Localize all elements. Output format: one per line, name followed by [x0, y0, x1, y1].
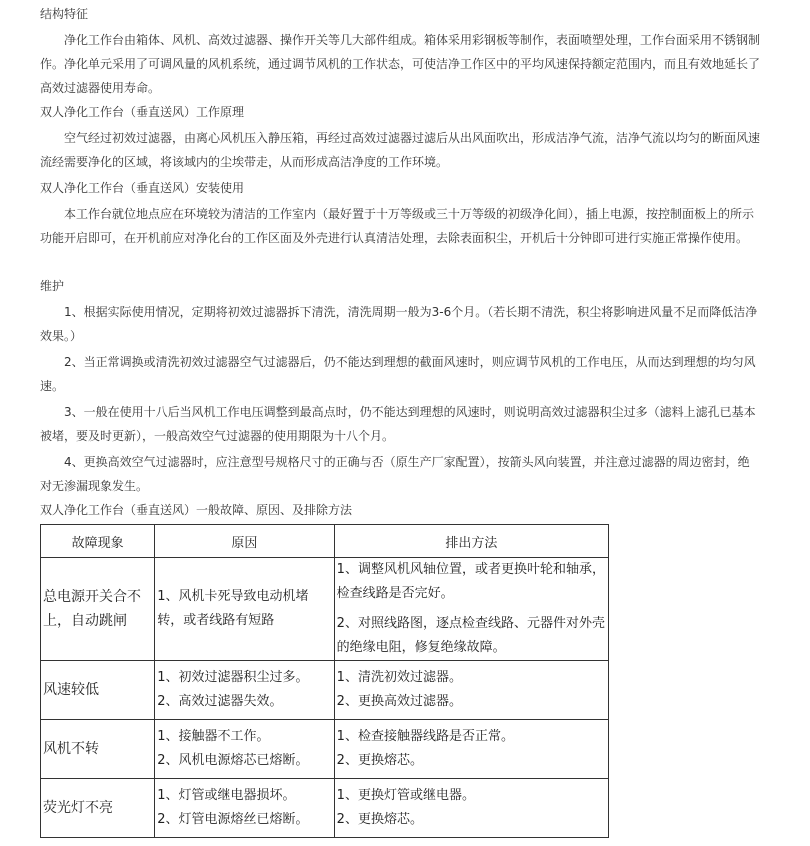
cell-phenomenon: 总电源开关合不上，自动跳闸	[41, 558, 155, 661]
cell-cause: 1、接触器不工作。 2、风机电源熔芯已熔断。	[155, 720, 334, 779]
cell-fix: 1、检查接触器线路是否正常。 2、更换熔芯。	[334, 720, 608, 779]
cell-phenomenon: 荧光灯不亮	[41, 779, 155, 838]
section-title-structure: 结构特征	[40, 7, 89, 21]
maintenance-item-4: 4、更换高效空气过滤器时，应注意型号规格尺寸的正确与否（原生产厂家配置），按箭头风向装置，并注意过滤器的周边密封，绝对无渗漏现象发生。	[40, 455, 750, 493]
table-row	[41, 779, 609, 838]
paragraph-install: 本工作台就位地点应在环境较为清洁的工作室内（最好置于十万等级或三十万等级的初级净化间），插上电源，按控制面板上的所示功能开启即可，在开机前应对净化台的工作区面及外壳进行认真清洁处理，去除表面积尘，开机后十分钟即可进行实施正常操作使用。	[40, 207, 755, 245]
table-header-row	[41, 525, 609, 558]
cell-phenomenon: 风速较低	[41, 661, 155, 720]
cell-fix: 1、更换灯管或继电器。 2、更换熔芯。	[334, 779, 608, 838]
header-cause: 原因	[155, 525, 334, 558]
maintenance-item-1: 1、根据实际使用情况，定期将初效过滤器拆下清洗，清洗周期一般为3-6个月。（若长期不清洗，积尘将影响进风量不足而降低洁净效果。）	[40, 305, 758, 343]
cell-cause: 1、灯管或继电器损坏。 2、灯管电源熔丝已熔断。	[155, 779, 334, 838]
paragraph-principle: 空气经过初效过滤器，由离心风机压入静压箱，再经过高效过滤器过滤后从出风面吹出，形成洁净气流，洁净气流以均匀的断面风速流经需要净化的区域，将该域内的尘埃带走，从而形成高洁净度的工作环境。	[40, 131, 761, 169]
cell-cause: 1、初效过滤器积尘过多。 2、高效过滤器失效。	[155, 661, 334, 720]
table-row	[41, 558, 609, 661]
section-title-maintenance: 维护	[40, 279, 65, 293]
table-row	[41, 720, 609, 779]
cell-phenomenon: 风机不转	[41, 720, 155, 779]
header-phenomenon: 故障现象	[41, 525, 155, 558]
maintenance-item-2: 2、当正常调换或清洗初效过滤器空气过滤器后，仍不能达到理想的截面风速时，则应调节风机的工作电压，从而达到理想的均匀风速。	[40, 355, 756, 393]
section-title-faults: 双人净化工作台（垂直送风）一般故障、原因、及排除方法	[40, 503, 353, 517]
section-title-install: 双人净化工作台（垂直送风）安装使用	[40, 181, 245, 195]
table-row	[41, 661, 609, 720]
paragraph-structure: 净化工作台由箱体、风机、高效过滤器、操作开关等几大部件组成。箱体采用彩钢板等制作，表面喷塑处理，工作台面采用不锈钢制作。净化单元采用了可调风量的风机系统，通过调节风机的工作状态，可使洁净工作区中的平均风速保持额定范围内，而且有效地延长了高效过滤器使用寿命。	[40, 33, 761, 95]
cell-fix: 1、清洗初效过滤器。 2、更换高效过滤器。	[334, 661, 608, 720]
cell-fix: 1、调整风机风轴位置，或者更换叶轮和轴承，检查线路是否完好。 2、对照线路图，逐点检查线路、元器件对外壳的绝缘电阻，修复绝缘故障。	[334, 558, 608, 661]
header-fix: 排出方法	[334, 525, 608, 558]
cell-cause: 1、风机卡死导致电动机堵转，或者线路有短路	[155, 558, 334, 661]
maintenance-item-3: 3、一般在使用十八后当风机工作电压调整到最高点时，仍不能达到理想的风速时，则说明高效过滤器积尘过多（滤料上滤孔已基本被堵，要及时更新），一般高效空气过滤器的使用期限为十八个月。	[40, 405, 756, 443]
fault-table	[40, 524, 609, 838]
section-title-principle: 双人净化工作台（垂直送风）工作原理	[40, 105, 245, 119]
